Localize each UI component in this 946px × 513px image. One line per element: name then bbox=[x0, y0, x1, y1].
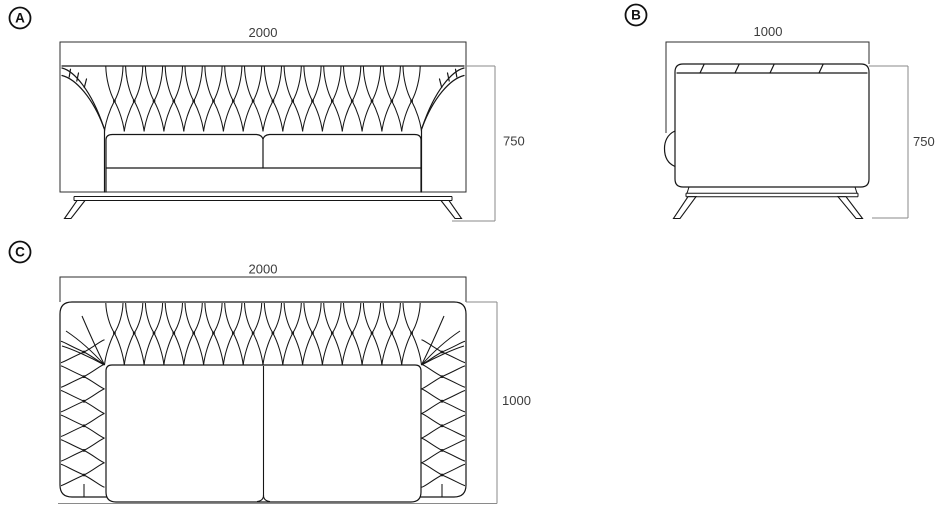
view-label-a bbox=[10, 8, 31, 29]
front-left-leg bbox=[65, 201, 86, 219]
view-label-c-letter: C bbox=[15, 244, 25, 260]
side-height-dimension: 750 bbox=[913, 134, 935, 149]
front-height-dimension-lines bbox=[452, 66, 495, 221]
side-sofa-outline bbox=[665, 64, 870, 187]
view-label-a-letter: A bbox=[15, 10, 25, 26]
front-legs bbox=[65, 201, 462, 219]
side-left-leg bbox=[674, 197, 697, 219]
view-label-c bbox=[10, 242, 31, 263]
front-seat-cushions bbox=[106, 135, 421, 193]
front-base-rail bbox=[74, 197, 452, 201]
side-dimension-box bbox=[666, 42, 869, 133]
view-label-b-letter: B bbox=[631, 7, 641, 23]
side-view bbox=[626, 5, 935, 219]
side-legs bbox=[674, 197, 863, 219]
side-depth-dimension: 1000 bbox=[753, 24, 783, 39]
side-right-leg bbox=[838, 197, 863, 219]
side-base-rail bbox=[686, 187, 858, 197]
view-label-b bbox=[626, 5, 647, 26]
front-height-dimension: 750 bbox=[503, 133, 525, 149]
top-corner-fans bbox=[62, 316, 464, 365]
top-dimension-box bbox=[60, 277, 466, 302]
front-right-leg bbox=[441, 201, 462, 219]
top-back-tufting-pattern bbox=[105, 303, 422, 365]
side-armrest-bump bbox=[665, 131, 676, 167]
front-width-dimension: 2000 bbox=[248, 25, 278, 40]
top-depth-dimension: 1000 bbox=[502, 393, 531, 408]
side-height-dimension-lines bbox=[869, 66, 908, 218]
front-view bbox=[10, 8, 525, 222]
top-width-dimension: 2000 bbox=[248, 261, 278, 277]
front-tufting-pattern bbox=[105, 67, 422, 132]
top-seat-cushions bbox=[106, 365, 421, 502]
top-view bbox=[10, 242, 531, 504]
